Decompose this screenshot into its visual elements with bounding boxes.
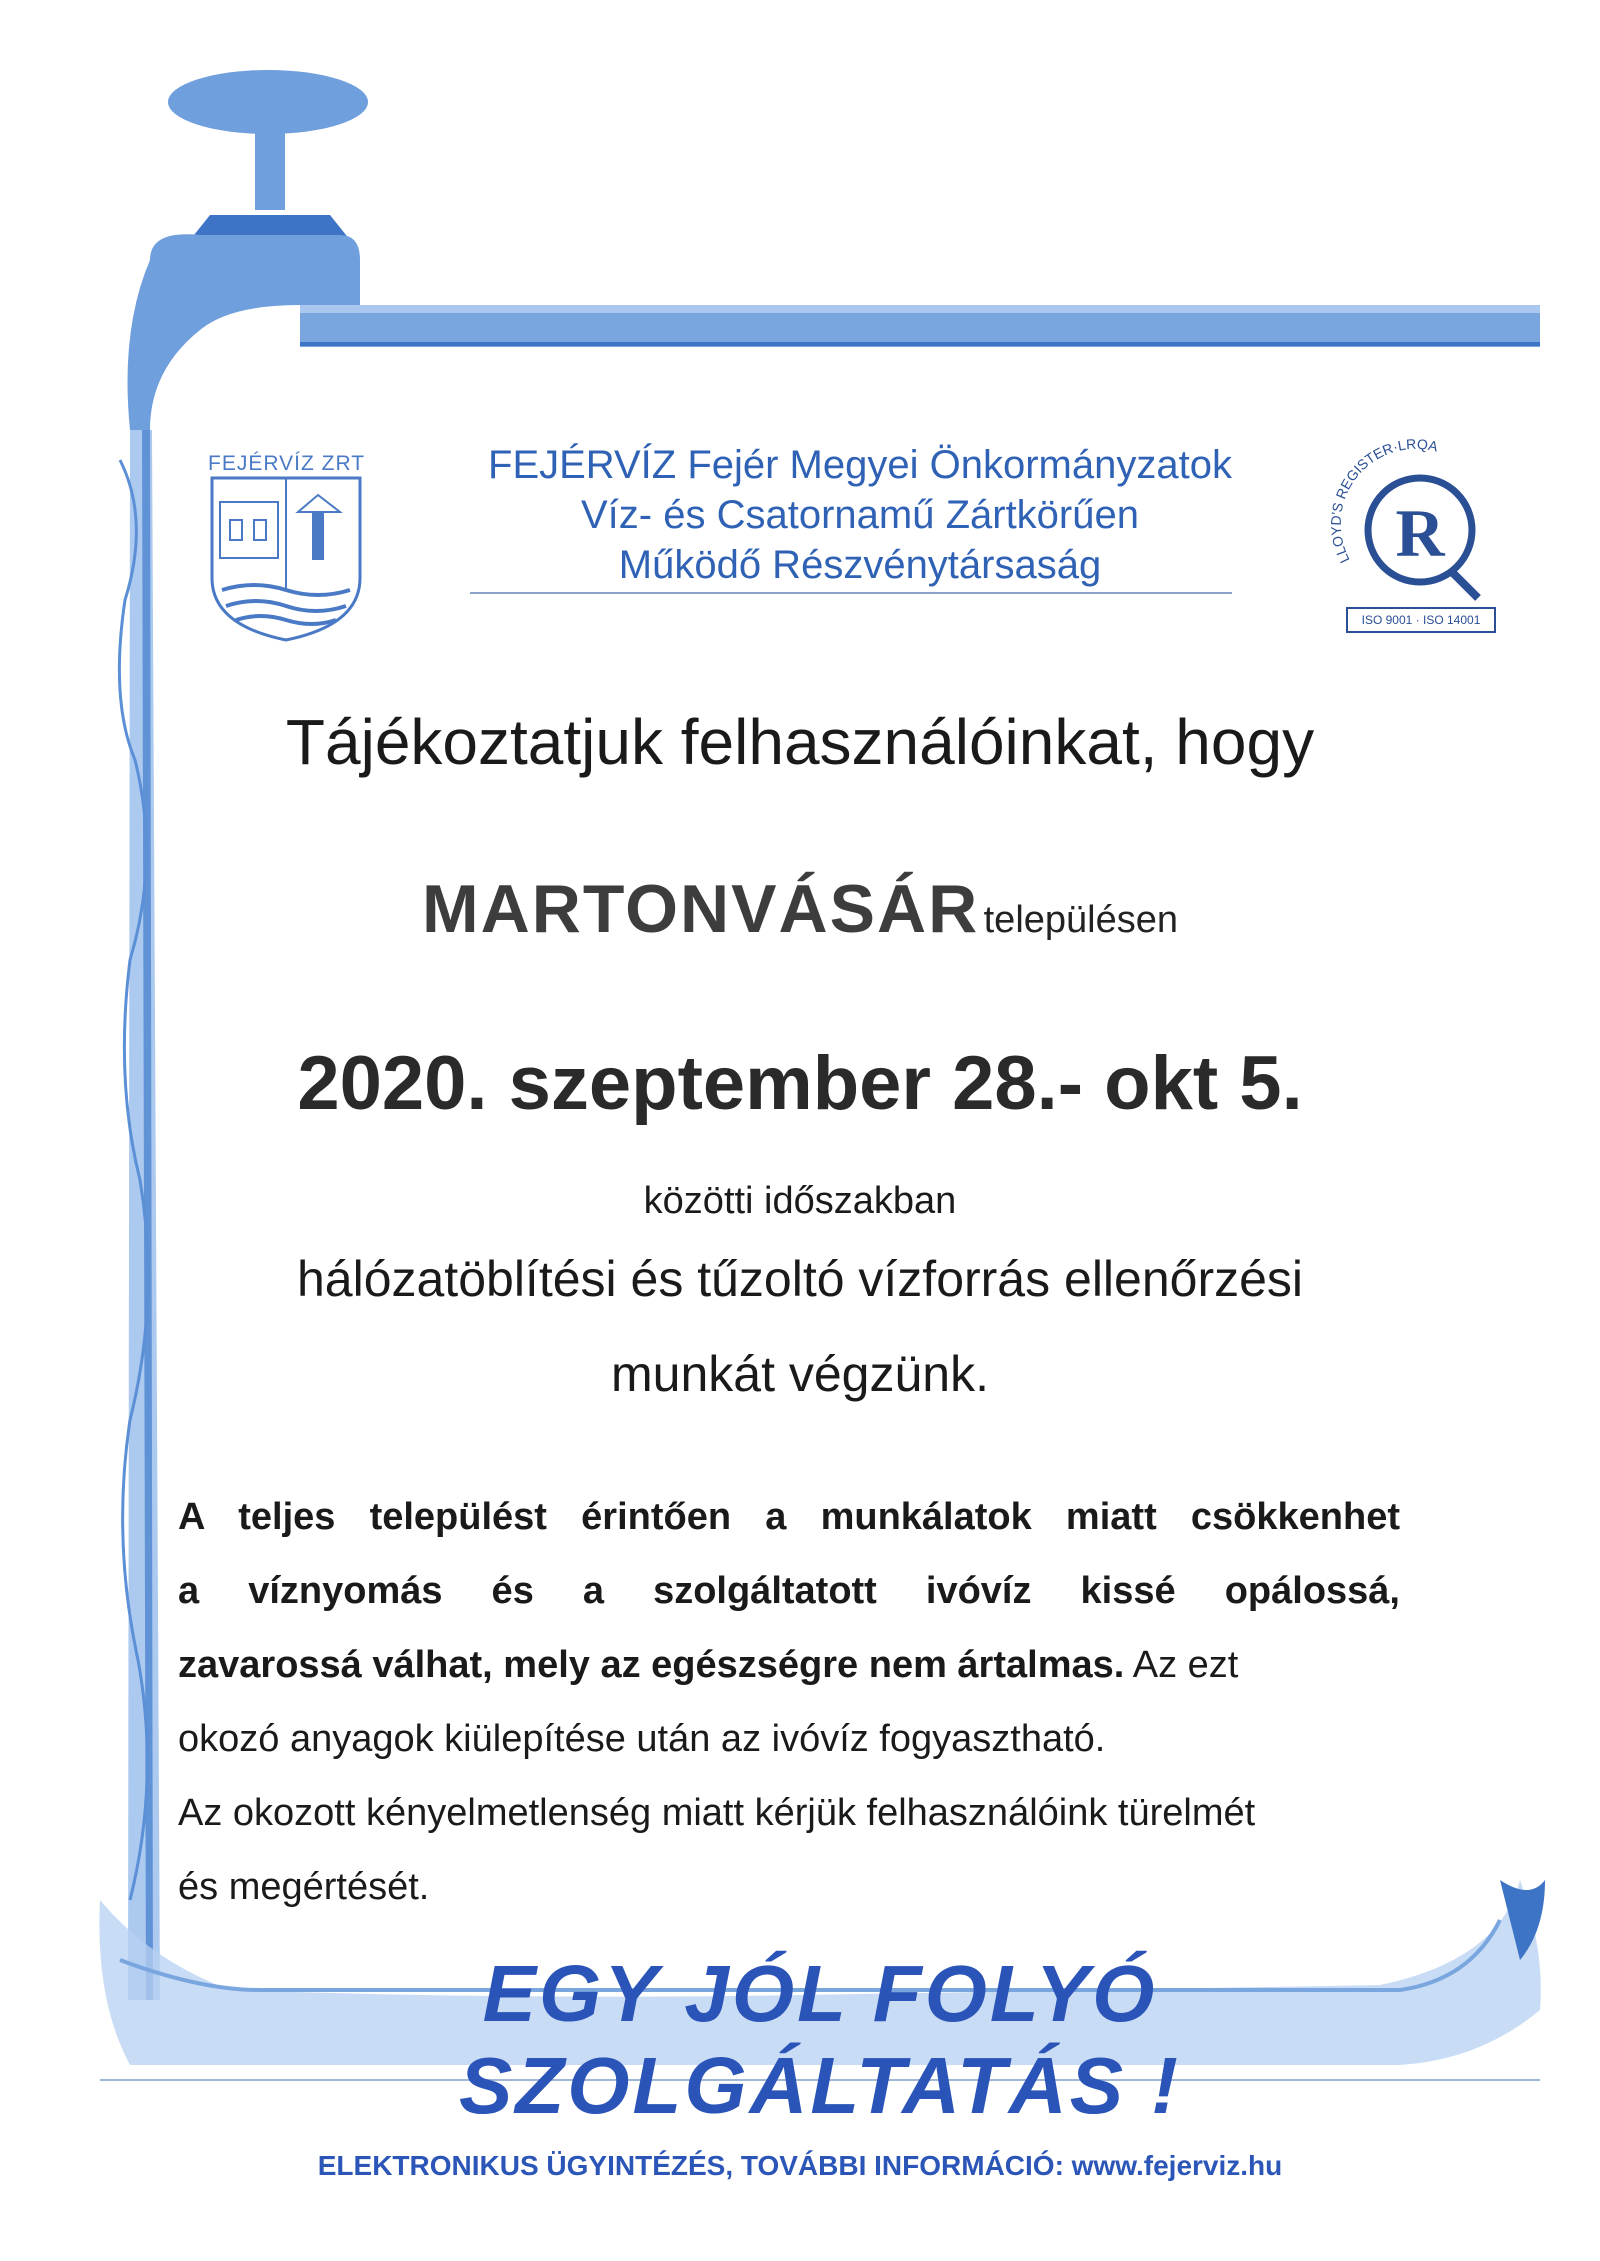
cert-letter: R [1395,495,1445,571]
notice-body [178,1480,1400,1924]
company-slogan: EGY JÓL FOLYÓ SZOLGÁLTATÁS ! [459,1949,1181,2130]
body-bold-segment: zavarossá válhat, mely az egészségre nem ártalmas. [178,1644,1125,1686]
org-name-line: Víz- és Csatornamű Zártkörűen [581,493,1139,537]
body-line-mixed [178,1628,1400,1702]
work-description-line2: munkát végzünk. [611,1346,989,1402]
body-line: A teljes települést érintően a munkálatok miatt csökkenhet [178,1496,1400,1538]
logo-company-name: FEJÉRVÍZ ZRT [208,452,366,475]
notice-intro: Tájékoztatjuk felhasználóinkat, hogy [285,706,1315,778]
body-line: és megértését. [178,1866,430,1908]
org-name-line: Működő Részvénytársaság [618,543,1102,587]
organization-name [440,440,1280,590]
footer-info: ELEKTRONIKUS ÜGYINTÉZÉS, TOVÁBBI INFORMÁCIÓ: www.fejerviz.hu [317,2150,1283,2181]
coat-of-arms-icon [212,478,360,640]
body-line: a víznyomás és a szolgáltatott ivóvíz kissé opálossá, [178,1570,1400,1612]
work-description-line1: hálózatöblítési és tűzoltó vízforrás ellenőrzési [296,1251,1304,1307]
town-line [160,870,1440,948]
body-plain-segment: Az ezt [1124,1644,1239,1686]
header-divider [470,592,1232,594]
body-line: Az okozott kényelmetlenség miatt kérjük felhasználóink türelmét [178,1792,1256,1834]
work-dates: 2020. szeptember 28.- okt 5. [297,1041,1303,1126]
org-name-line: FEJÉRVÍZ Fejér Megyei Önkormányzatok [488,443,1232,487]
cert-arc-text: LLOYD'S REGISTER·LRQA [1327,435,1440,566]
town-name: MARTONVÁSÁR [421,871,980,947]
iso-certification-label: ISO 9001 · ISO 14001 [1346,607,1496,633]
period-text: közötti időszakban [643,1180,957,1222]
lrqa-certification-icon [1328,436,1478,598]
town-suffix: településen [983,899,1179,941]
body-line: okozó anyagok kiülepítése után az ivóvíz fogyasztható. [178,1718,1106,1760]
